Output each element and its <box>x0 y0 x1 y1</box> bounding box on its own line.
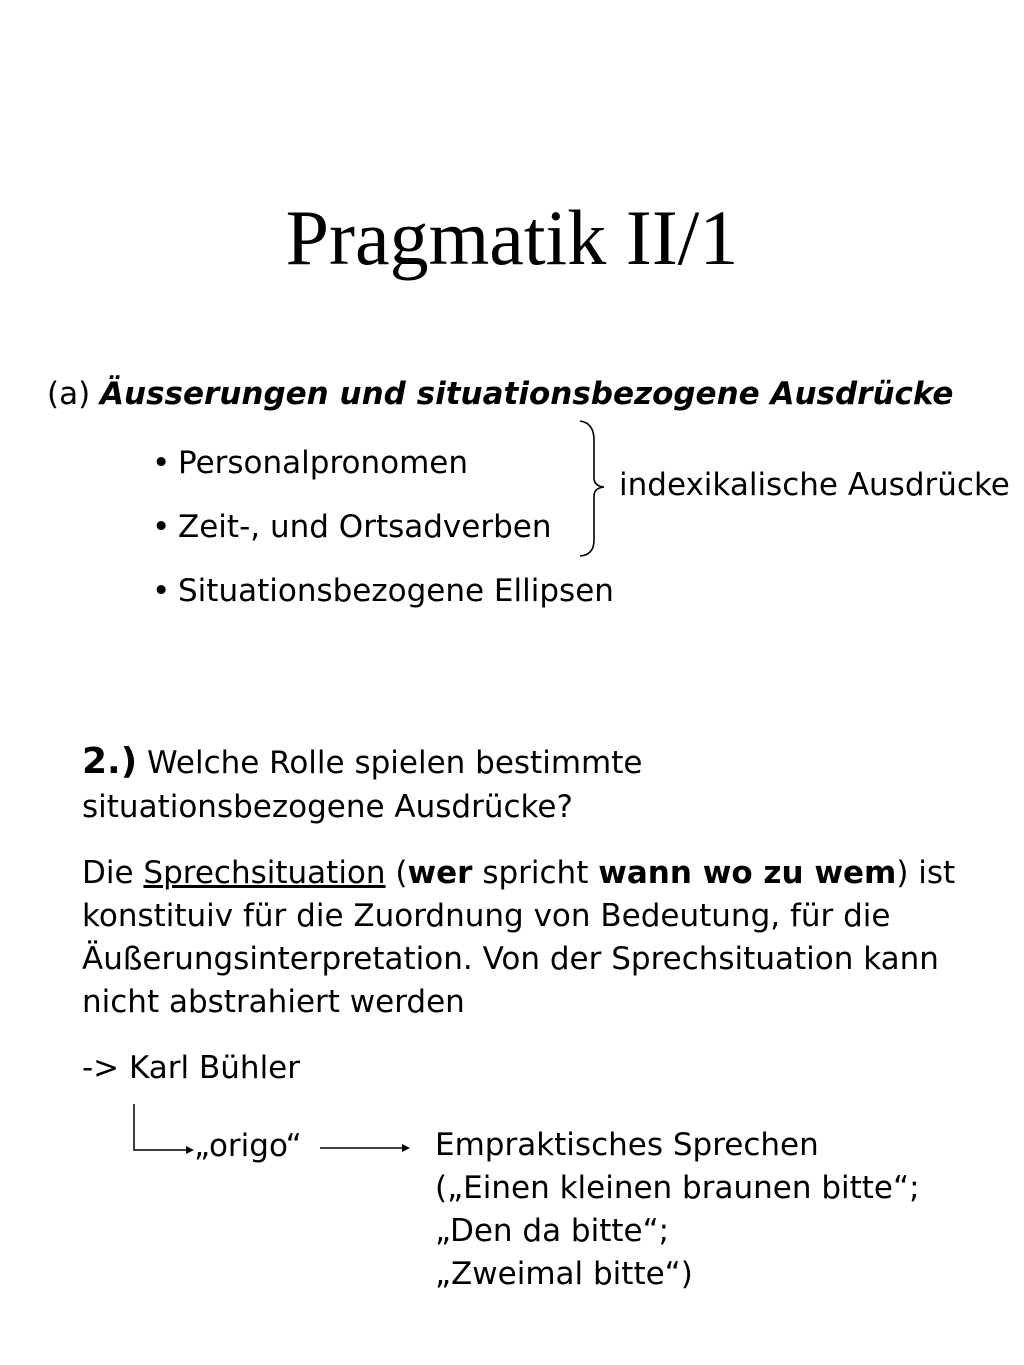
empraktisch-line: („Einen kleinen braunen bitte“; <box>435 1170 920 1206</box>
paragraph-text: Die <box>82 855 144 891</box>
origo-term: „origo“ <box>194 1128 302 1164</box>
empraktisch-line: Empraktisches Sprechen <box>435 1127 819 1163</box>
sprechsituation-term: Sprechsituation <box>143 855 386 891</box>
bullet-label: Personalpronomen <box>178 445 469 481</box>
empraktisch-line: „Zweimal bitte“) <box>435 1256 693 1292</box>
question-text: Welche Rolle spielen bestimmte situationsbezogene Ausdrücke? <box>82 745 643 825</box>
paragraph-text: spricht <box>472 855 599 891</box>
bullet-glyph: • <box>152 509 171 545</box>
arrowhead-icon <box>402 1144 410 1152</box>
bullet-glyph: • <box>152 445 171 481</box>
paragraph-text: ( <box>385 855 408 891</box>
emphasis-wer: wer <box>407 855 473 891</box>
brace-label: indexikalische Ausdrücke <box>619 467 1010 503</box>
question-number: 2.) <box>82 741 138 782</box>
emphasis-wann-wo-zu-wem: wann wo zu wem <box>598 855 897 891</box>
paragraph-text: ) ist konstituiv für die Zuordnung von Bedeutung, für die Äußerungsinterpretation. Von der Sprechsituation kann nicht abstrahiert werden <box>82 855 956 1020</box>
bullet-label: Zeit-, und Ortsadverben <box>178 509 552 545</box>
arrowhead-icon <box>186 1146 194 1154</box>
section-a-title: Äusserungen und situationsbezogene Ausdrücke <box>100 376 954 412</box>
bullet-glyph: • <box>152 573 171 609</box>
section-a-prefix: (a) <box>47 376 91 412</box>
elbow-arrow-icon <box>134 1104 186 1150</box>
page-title: Pragmatik II/1 <box>285 194 739 281</box>
curly-brace-icon <box>580 421 604 556</box>
empraktisch-line: „Den da bitte“; <box>435 1213 670 1249</box>
buehler-reference: -> Karl Bühler <box>82 1050 300 1086</box>
bullet-label: Situationsbezogene Ellipsen <box>178 573 614 609</box>
